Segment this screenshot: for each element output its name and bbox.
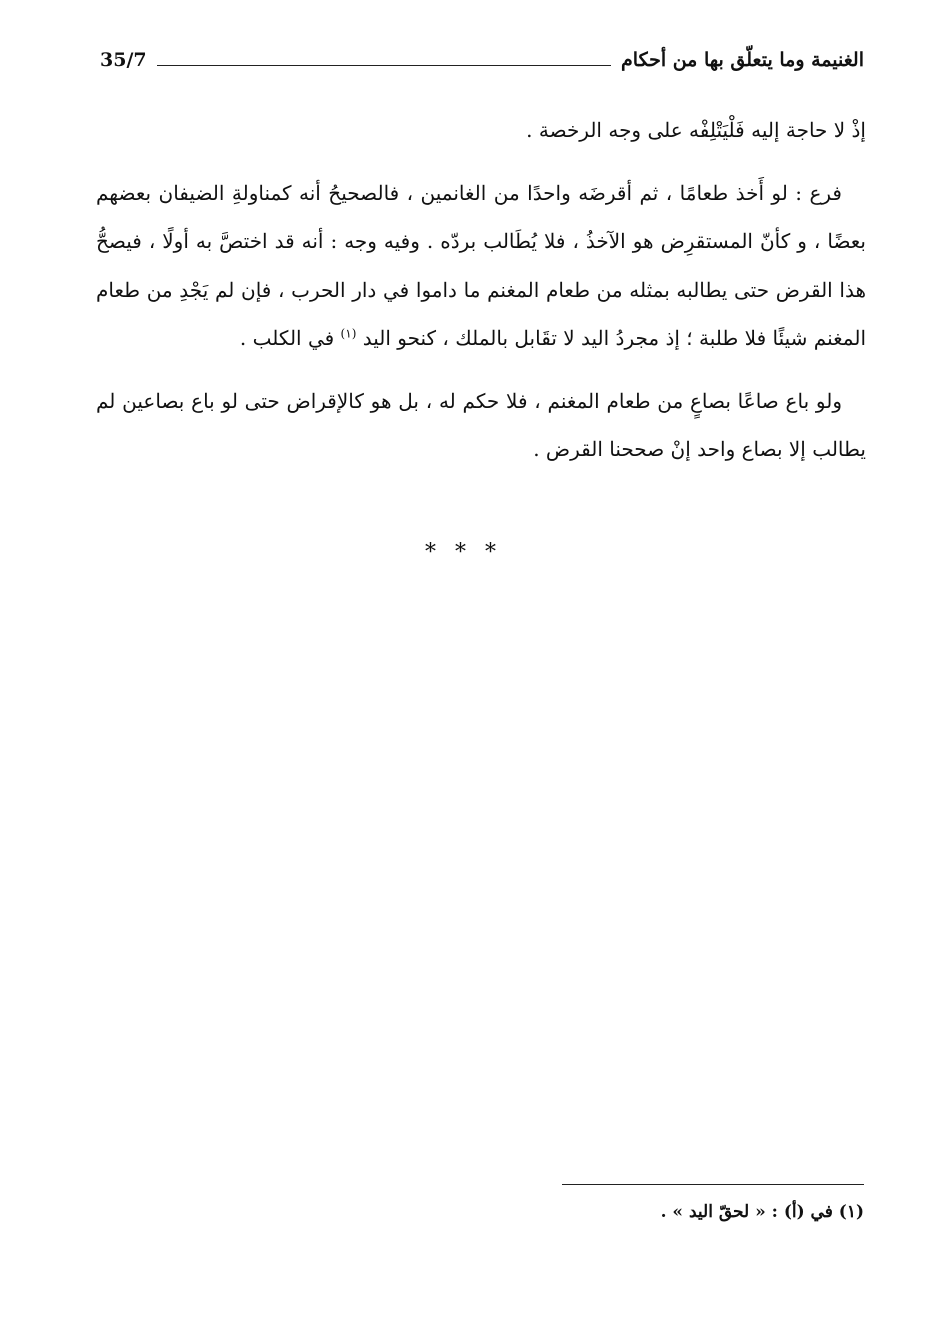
paragraph-2-text: فرع : لو أَخذ طعامًا ، ثم أقرضَه واحدًا من الغانمين ، فالصحيحُ أنه كمناولةِ الضيفان بعضهم بعضًا ، و كأنّ المستقرِض هو الآخذُ ، فلا يُطَالب بردّه . وفيه وجه : أنه قد اختصَّ به أولًا ، فيصحُّ هذا القرض حتى يطالبه بمثله من طعام المغنم ما داموا في دار الحرب ، فإن لم يَجْدِ من طعام المغنم شيئًا فلا طلبة ؛ إذ مجردُ اليد لا تقَابل بالملك ، كنحو اليد — [96, 180, 866, 350]
footnote: (١) في (أ) : « لحقّ اليد » . — [660, 1202, 864, 1222]
paragraph-1: إذْ لا حاجة إليه فَلْيَتْلِفْه على وجه الرخصة . — [526, 118, 866, 142]
header-rule — [157, 65, 611, 66]
paragraph-3: ولو باع صاعًا بصاعٍ من طعام المغنم ، فلا حكم له ، بل هو كالإقراض حتى لو باع بصاعين لم يطالب إلا بصاع واحد إنْ صححنا القرض . — [96, 388, 866, 461]
footnote-marker: (١) — [340, 326, 357, 341]
footnote-rule — [562, 1184, 864, 1185]
page-header — [100, 44, 864, 76]
running-title: الغنيمة وما يتعلّق بها من أحكام — [621, 49, 864, 71]
section-separator: * * * — [425, 540, 502, 565]
paragraph-2-tail: في الكلب . — [239, 326, 335, 350]
main-text — [96, 106, 866, 488]
paragraph-2 — [96, 169, 866, 363]
page-number: 35/7 — [100, 49, 147, 71]
